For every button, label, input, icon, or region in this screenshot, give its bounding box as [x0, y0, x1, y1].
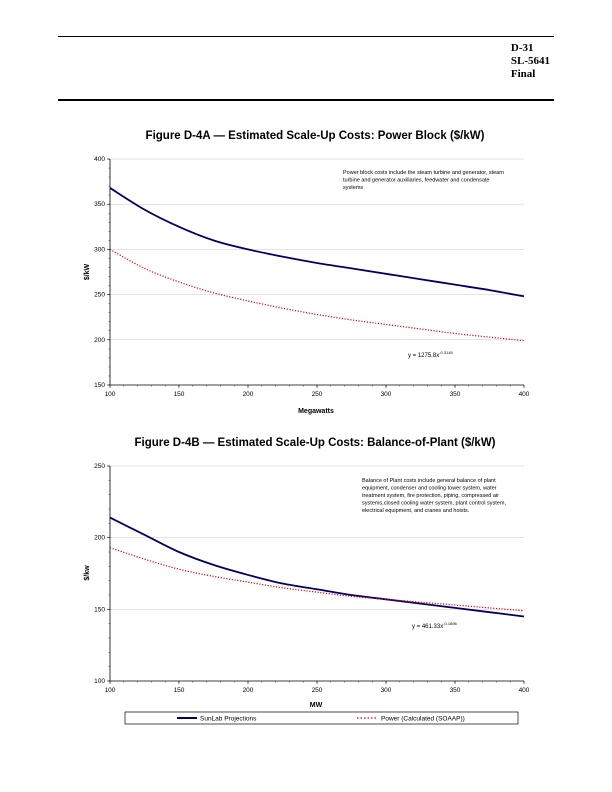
- x-tick-label: 350: [449, 687, 461, 694]
- chart-title: Figure D-4A — Estimated Scale-Up Costs: Power Block ($/kW): [145, 130, 485, 142]
- x-tick-label: 300: [380, 687, 392, 694]
- y-tick-label: 250: [94, 463, 105, 470]
- annotation-line: systems,closed cooling water system, plant control system,: [362, 500, 506, 507]
- report-status: Final: [510, 68, 536, 80]
- x-tick-label: 250: [311, 391, 323, 398]
- y-tick-label: 150: [94, 606, 105, 614]
- annotation-line: treatment system, fire protection, piping, compressed air: [362, 493, 499, 499]
- legend-label-soaap: Power (Calculated (SOAAP)): [381, 715, 465, 723]
- x-tick-label: 400: [518, 687, 530, 694]
- x-tick-label: 400: [518, 391, 530, 398]
- y-tick-label: 350: [94, 201, 105, 209]
- equation-base: y = 461.33x: [412, 624, 444, 630]
- x-tick-label: 200: [242, 687, 254, 694]
- y-tick-label: 200: [94, 534, 105, 542]
- x-tick-label: 100: [104, 687, 116, 694]
- y-tick-label: 300: [94, 246, 105, 254]
- fit-equation: [412, 621, 458, 630]
- x-tick-label: 100: [104, 391, 116, 398]
- x-axis-label: MW: [309, 702, 323, 709]
- y-tick-label: 200: [94, 336, 105, 344]
- page-number: D-31: [510, 42, 534, 54]
- annotation-line: equipment, condenser and cooling tower system, water: [362, 485, 497, 492]
- annotation-line: systems: [343, 185, 364, 191]
- equation-exponent: -0.3145: [439, 350, 453, 355]
- equation-base: y = 1275.8x: [408, 353, 440, 359]
- y-tick-label: 100: [94, 678, 105, 685]
- x-tick-label: 150: [173, 391, 185, 398]
- x-tick-label: 350: [449, 391, 461, 398]
- legend-label-sunlab: SunLab Projections: [200, 715, 257, 723]
- x-axis-label: Megawatts: [298, 408, 334, 415]
- annotation-line: Power block costs include the steam turbine and generator, steam: [343, 170, 504, 176]
- x-tick-label: 300: [380, 391, 392, 398]
- x-tick-label: 250: [311, 687, 323, 694]
- chart-title: Figure D-4B — Estimated Scale-Up Costs: Balance-of-Plant ($/kW): [134, 437, 496, 449]
- legend: [125, 712, 518, 724]
- report-number: SL-5641: [510, 55, 550, 67]
- annotation-text: [362, 478, 506, 514]
- annotation-line: electrical equipment, and cranes and hoists.: [362, 508, 470, 514]
- y-tick-label: 250: [94, 291, 105, 299]
- y-tick-label: 150: [94, 382, 105, 389]
- y-axis-label: $/kW: [84, 263, 91, 281]
- series-line-soaap: [110, 548, 524, 611]
- annotation-line: turbine and generator auxiliaries, feedwater and condensate: [343, 177, 490, 184]
- x-tick-label: 200: [242, 391, 254, 398]
- y-tick-label: 400: [94, 156, 105, 163]
- equation-exponent: -0.1896: [443, 621, 457, 626]
- annotation-line: Balance of Plant costs include general balance of plant: [362, 478, 496, 484]
- annotation-note: [362, 478, 506, 514]
- x-tick-label: 150: [173, 687, 185, 694]
- y-axis-label: $/kw: [84, 565, 91, 581]
